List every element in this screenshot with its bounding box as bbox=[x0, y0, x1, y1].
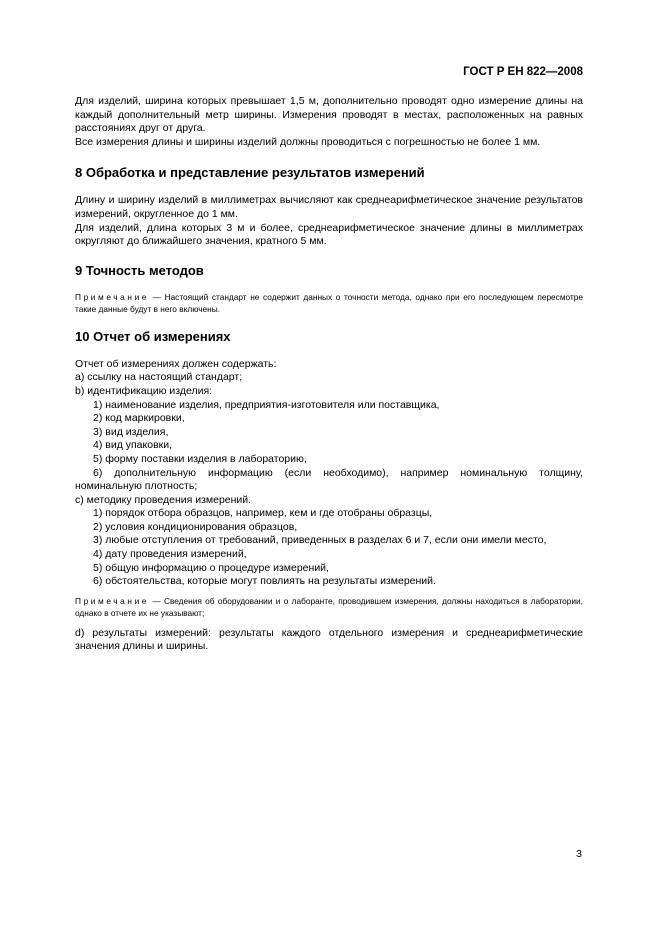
section-9-heading: 9 Точность методов bbox=[75, 262, 204, 278]
page-number: 3 bbox=[576, 848, 582, 860]
paragraph: Все измерения длины и ширины изделий должны проводиться с погрешностью не более 1 мм. bbox=[75, 135, 541, 148]
list-item: c) методику проведения измерений. bbox=[75, 493, 252, 506]
paragraph: Для изделий, длина которых 3 м и более, среднеарифметическое значение длины в миллиметрах округляют до ближайшего значения, кратного 5 мм. bbox=[75, 221, 583, 248]
sub-list-item: 3) вид изделия, bbox=[93, 425, 169, 438]
document-id: ГОСТ Р ЕН 822—2008 bbox=[463, 66, 583, 78]
section-10-heading: 10 Отчет об измерениях bbox=[75, 328, 231, 344]
section-8-heading: 8 Обработка и представление результатов измерений bbox=[75, 165, 425, 181]
paragraph: Отчет об измерениях должен содержать: bbox=[75, 357, 277, 370]
list-item: a) ссылку на настоящий стандарт; bbox=[75, 371, 243, 384]
note-text: — Настоящий стандарт не содержит данных о точности метода, однако при его последующем пересмотре такие данные будут в него включены. bbox=[75, 291, 583, 314]
sub-list-item: 1) порядок отбора образцов, например, кем и где отобраны образцы, bbox=[93, 507, 433, 520]
sub-list-item: 3) любые отступления от требований, приведенных в разделах 6 и 7, если они имели место, bbox=[93, 534, 547, 547]
sub-list-item: 6) обстоятельства, которые могут повлиять на результаты измерений. bbox=[93, 575, 436, 588]
paragraph: Длину и ширину изделий в миллиметрах вычисляют как среднеарифметическое значение результатов измерений, округленное до 1 мм. bbox=[75, 194, 583, 220]
note bbox=[75, 595, 583, 619]
list-item: d) результаты измерений: результаты каждого отдельного измерения и среднеарифметические значения длины и ширины. bbox=[75, 626, 583, 653]
sub-list-item: 5) общую информацию о процедуре измерений, bbox=[93, 561, 329, 574]
note-label: Примечание bbox=[75, 595, 150, 606]
sub-list-item: 2) условия кондиционирования образцов, bbox=[93, 520, 298, 533]
sub-list-item: 4) дату проведения измерений, bbox=[93, 548, 247, 561]
note-text: — Сведения об оборудовании и о лаборанте, проводившем измерения, должны находиться в лаборатории, однако в отчете их не указывают; bbox=[75, 595, 583, 618]
sub-list-item: 4) вид упаковки, bbox=[93, 439, 173, 452]
paragraph: Для изделий, ширина которых превышает 1,5 м, дополнительно проводят одно измерение длины на каждый дополнительный метр ширины. Измерения проводят в местах, расположенных на равных расстояниях друг от друга. bbox=[75, 95, 583, 135]
document-body bbox=[75, 95, 583, 654]
sub-list-item: 6) дополнительную информацию (если необходимо), например номинальную толщину, номинальную плотность; bbox=[75, 466, 583, 493]
list-item: b) идентификацию изделия: bbox=[75, 384, 213, 397]
sub-list-item: 5) форму поставки изделия в лабораторию, bbox=[93, 452, 307, 465]
note bbox=[75, 291, 583, 315]
sub-list-item: 1) наименование изделия, предприятия-изготовителя или поставщика, bbox=[93, 398, 440, 411]
sub-list-item: 2) код маркировки, bbox=[93, 412, 185, 425]
note-label: Примечание bbox=[75, 291, 150, 302]
